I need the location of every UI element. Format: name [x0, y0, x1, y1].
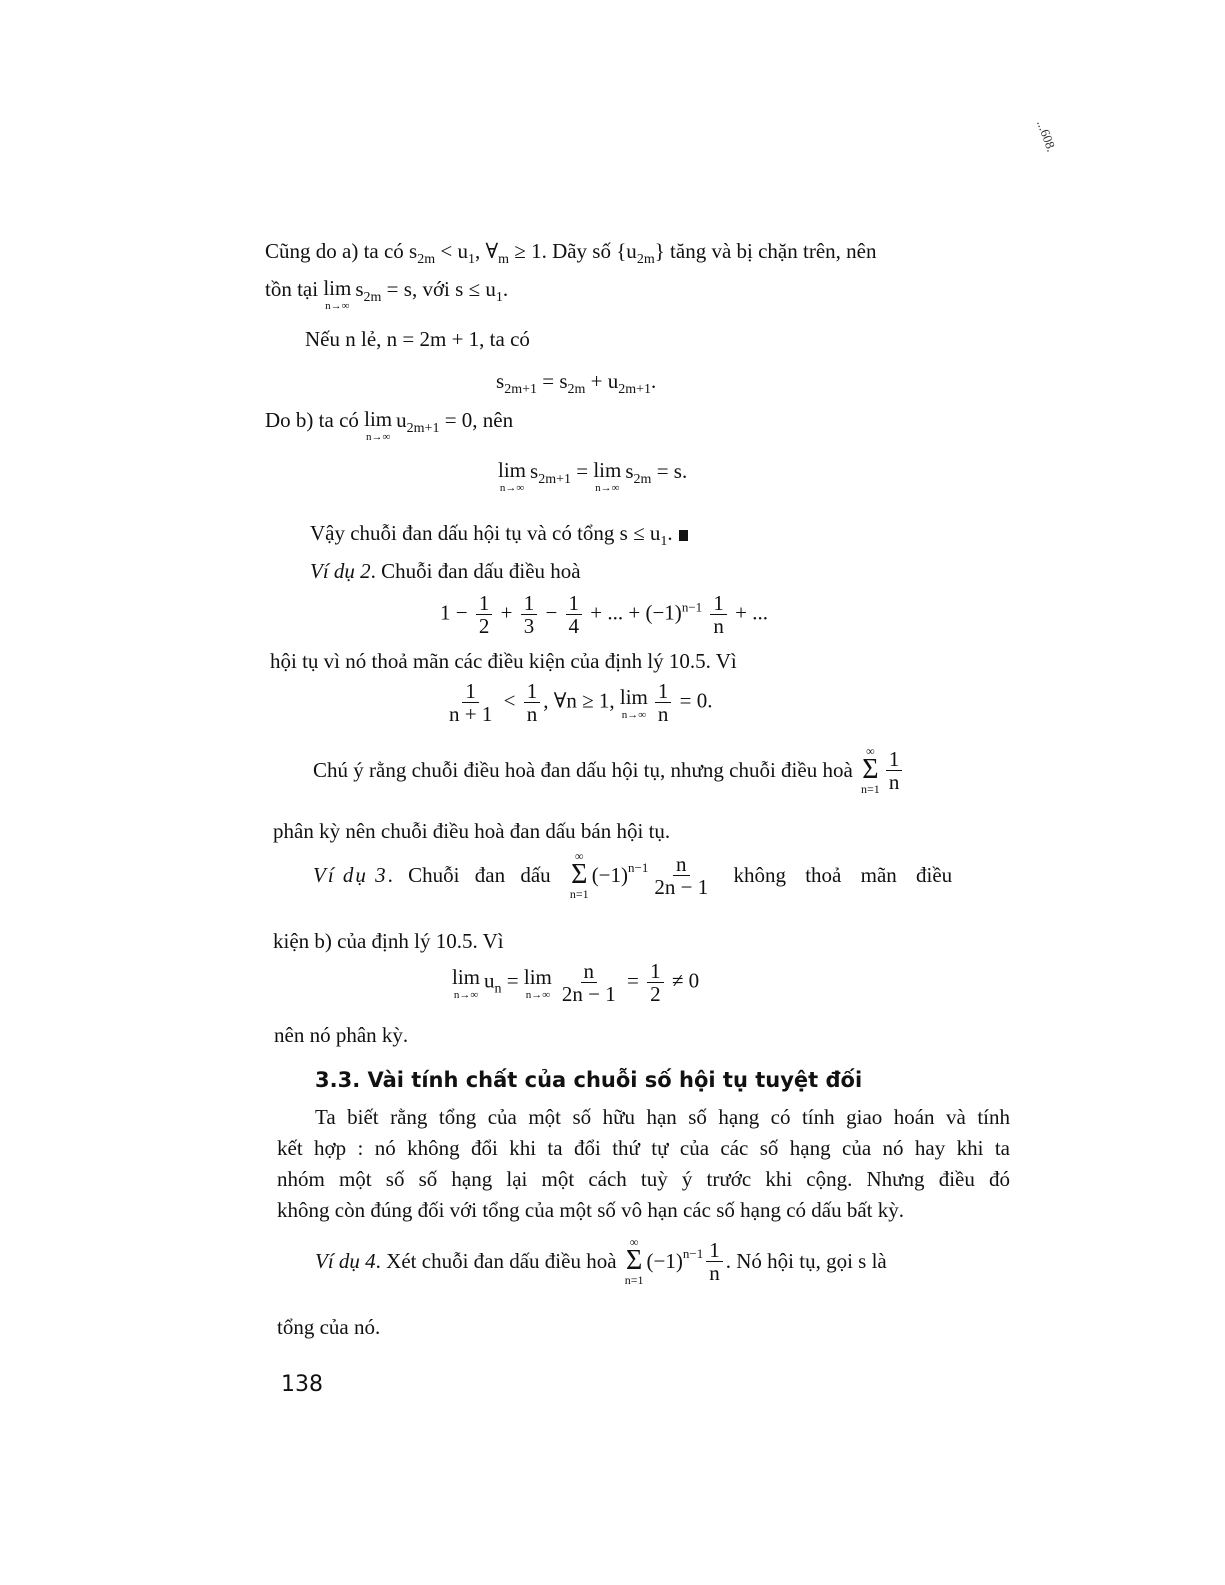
- fraction: $\frac{1}{4}$: [566, 592, 583, 637]
- example-2-heading: Ví dụ 2. Chuỗi đan dấu điều hoà: [310, 559, 581, 583]
- fraction: $\frac{1}{2}$: [476, 592, 493, 637]
- fraction: $\frac{1}{n}$: [524, 680, 541, 725]
- example-3-line: Ví dụ 3. Chuỗi đan dấu ∞ Σ n=1 $(-1)^{n-1}$ $\frac{n}{2n - 1}$ không thoả mãn điều: [313, 849, 953, 901]
- equation-1: $s_{2m+1} = s_{2m} + u_{2m+1}$.: [496, 369, 657, 397]
- fraction: $\frac{n}{2n - 1}$: [654, 851, 709, 899]
- series-equation: 1 − $\frac{1}{2}$ + $\frac{1}{3}$ − $\frac{1}{4}$ + ... + $(-1)^{n-1}$ $\frac{1}{n}$ + ...: [440, 591, 768, 638]
- text-line-5: Vậy chuỗi đan dấu hội tụ và có tổng $s \le u_1$.: [310, 520, 688, 555]
- text-line-3: Nếu n lẻ, n = 2m + 1, ta có: [305, 327, 530, 351]
- limit-operator: lim n→∞: [364, 407, 393, 443]
- fraction: $\frac{n}{2n - 1}$: [561, 959, 616, 1006]
- text-line-7: Chú ý rằng chuỗi điều hoà đan dấu hội tụ, nhưng chuỗi điều hoà ∞ Σ n=1 $\frac{1}{n}$: [313, 745, 905, 795]
- summation: ∞ Σ n=1: [569, 849, 589, 901]
- fraction: $\frac{1}{n}$: [706, 1239, 723, 1284]
- fraction: $\frac{1}{n}$: [710, 592, 727, 637]
- fraction: $\frac{1}{n}$: [886, 748, 903, 793]
- paragraph-line-1: Ta biết rằng tổng của một số hữu hạn số hạng có tính giao hoán và tính: [315, 1105, 1010, 1129]
- qed-square-icon: [679, 530, 688, 541]
- text-line-10: nên nó phân kỳ.: [274, 1023, 409, 1047]
- limit-operator: lim n→∞: [593, 458, 622, 494]
- fraction: $\frac{1}{3}$: [521, 592, 538, 637]
- equation-2: lim n→∞ $s_{2m+1}$ = lim n→∞ $s_{2m} = s$.: [498, 458, 688, 494]
- text-line-8: phân kỳ nên chuỗi điều hoà đan dấu bán hội tụ.: [273, 819, 671, 843]
- paragraph-line-3: nhóm một số số hạng lại một cách tuỳ ý trước khi cộng. Nhưng điều đó: [277, 1167, 1010, 1191]
- summation: ∞ Σ n=1: [624, 1235, 644, 1287]
- limit-operator: lim n→∞: [323, 276, 352, 312]
- equation-4: lim n→∞ $u_n$ = lim n→∞ $\frac{n}{2n - 1}$ = $\frac{1}{2}$ ≠ 0: [452, 959, 700, 1006]
- summation: ∞ Σ n=1: [861, 744, 880, 796]
- limit-operator: lim n→∞: [452, 964, 481, 1001]
- corner-mark: ...608.: [1034, 117, 1060, 154]
- text-line-9: kiện b) của định lý 10.5. Vì: [273, 929, 504, 953]
- equation-3: $\frac{1}{n + 1}$ < $\frac{1}{n}$ , ∀n ≥ 1, lim n→∞ $\frac{1}{n}$ = 0.: [443, 680, 713, 725]
- fraction: $\frac{1}{2}$: [647, 960, 664, 1005]
- text-line-6: hội tụ vì nó thoả mãn các điều kiện của định lý 10.5. Vì: [270, 649, 737, 673]
- paragraph-line-2: kết hợp : nó không đổi khi ta đổi thứ tự của các số hạng của nó hay khi ta: [277, 1136, 1010, 1160]
- page-number: 138: [281, 1372, 323, 1397]
- text-line-1: Cũng do a) ta có $s_{2m} < u_1$, $\forall_m \ge 1$. Dãy số $\{u_{2m}\}$ tăng và bị chặn trên, nên: [265, 239, 877, 267]
- text-line-2: tồn tại lim n→∞ $s_{2m} = s$, với $s \le u_1$.: [265, 276, 509, 312]
- limit-operator: lim n→∞: [498, 458, 527, 494]
- limit-operator: lim n→∞: [523, 964, 552, 1001]
- fraction: $\frac{1}{n + 1}$: [449, 679, 493, 726]
- section-heading: 3.3. Vài tính chất của chuỗi số hội tụ tuyệt đối: [315, 1068, 863, 1092]
- text-line-4: Do b) ta có lim n→∞ $u_{2m+1} = 0$, nên: [265, 407, 514, 443]
- fraction: $\frac{1}{n}$: [655, 680, 672, 725]
- limit-operator: lim n→∞: [619, 684, 648, 721]
- text-line-11: tổng của nó.: [277, 1315, 381, 1339]
- example-4-line: Ví dụ 4. Xét chuỗi đan dấu điều hoà ∞ Σ n=1 $(-1)^{n-1}$ $\frac{1}{n}$ . Nó hội tụ, gọi s là: [315, 1235, 887, 1287]
- paragraph-line-4: không còn đúng đối với tổng của một số vô hạn các số hạng có dấu bất kỳ.: [277, 1198, 904, 1222]
